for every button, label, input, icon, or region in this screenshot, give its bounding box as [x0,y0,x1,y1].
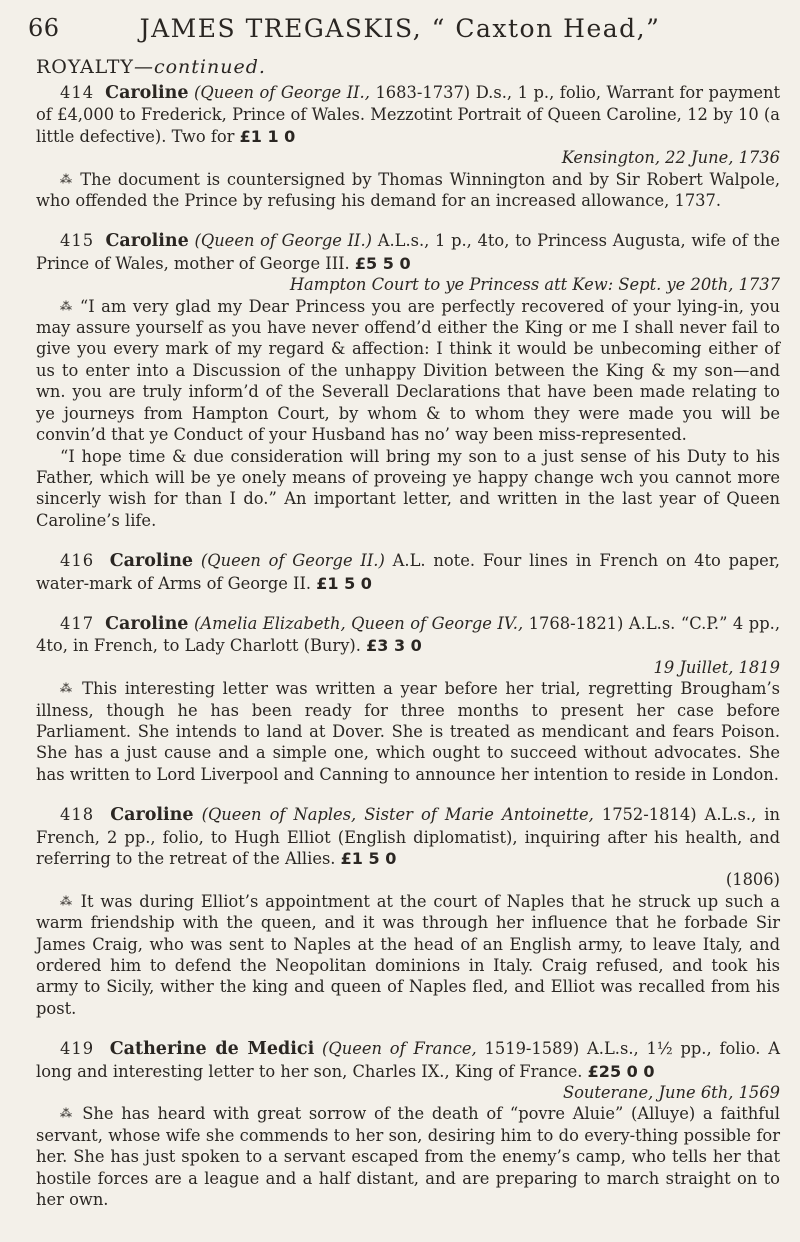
entry-title: (Queen of Naples, Sister of Marie Antoinette, [201,805,594,825]
entry-dateline: (1806) [725,870,780,890]
entry-name: Caroline [105,231,189,252]
catalogue-entry [36,550,780,594]
page-header [28,14,772,46]
entry-note-text: “I am very glad my Dear Princess you are perfectly recovered of your lying-in, you may assure yourself as you have never offend’d either the King or me I shall never fail to give you every mark of my regard & affection: I think it would be unbecoming either of us to enter into a Discussion of the unhappy Divition between the King & my son—and wn. you are truly inform’d of the Severall Declarations that have been made relating to ye journeys from Hampton Court, by whom & to whom they were made you will be convin’d that ye Conduct of your Husband has no’ way been miss-represented. [36,296,780,445]
catalogue-entry [36,804,780,1019]
asterism-icon: ⁂ [60,1106,75,1121]
entry-note-text: She has heard with great sorrow of the death of “povre Aluie” (Alluye) a faithful servant, whose wife she commends to her son, desiring him to do every-thing possible for her. She has just spoken to a servant escaped from the enemy’s camp, who tells her that hostile forces are a league and a half distant, and are preparing to march straight on to her own. [36,1104,781,1210]
entry-number: 416 [60,551,95,571]
catalogue-entry [36,613,780,785]
entry-title: (Queen of George II.) [194,231,373,251]
entry-number: 415 [60,231,95,251]
catalogue-entry [36,1038,780,1210]
entry-text: 1752-1814) A.L.s., in French, 2 pp., folio, to Hugh Elliot (English diplomatist), inquiring after his health, and referring to the retreat of the Allies. [36,805,780,868]
entry-name: Caroline [110,805,194,826]
entry-price: £1 1 0 [239,126,296,146]
section-name: ROYALTY [36,56,134,78]
entry-description [36,804,780,869]
entry-description [36,230,780,274]
entry-name: Caroline [105,83,189,103]
entry-note [36,678,780,785]
catalogue-entry [36,230,780,531]
asterism-icon: ⁂ [60,681,75,696]
entry-note [36,1103,780,1210]
entry-text: A.L. note. Four lines in French on 4to paper, water-mark of Arms of George II. [36,551,780,593]
entry-text: 1683-1737) D.s., 1 p., folio, Warrant for payment of £4,000 to Frederick, Prince of Wales. Mezzotint Portrait of Queen Caroline, 12 by 10 (a little defective). Two for [36,83,780,146]
entry-price: £1 5 0 [316,573,372,593]
entry-text: 1768-1821) A.L.s. “C.P.” 4 pp., 4to, in French, to Lady Charlott (Bury). [36,613,780,656]
entry-dateline: 19 Juillet, 1819 [653,657,780,677]
entry-number: 417 [60,613,95,633]
entry-text: 1519-1589) A.L.s., 1½ pp., folio. A long and interesting letter to her son, Charles IX., King of France. [36,1039,780,1081]
entry-price: £3 3 0 [366,636,422,656]
entry-note-text: This interesting letter was written a year before her trial, regretting Brougham’s illness, though he has been ready for three months to present her case before Parliament. She intends to land at Dover. She is treated as mendicant and fears Poison. She has a just cause and a simple one, which ought to succeed without advocates. She has written to Lord Liverpool and Canning to announce her intention to reside in London. [36,679,780,784]
entry-price: £25 0 0 [587,1061,655,1081]
entry-number: 418 [60,805,95,825]
entries-list [36,82,780,1230]
entry-dateline: Souterane, June 6th, 1569 [562,1083,780,1103]
page-number: 66 [28,14,60,42]
section-continued: —continued. [133,56,266,78]
entry-number: 419 [60,1039,95,1059]
entry-dateline: Hampton Court to ye Princess att Kew: Sept. ye 20th, 1737 [289,275,780,295]
entry-title: (Queen of George II.) [200,551,385,571]
entry-name: Caroline [105,613,189,634]
entry-note [36,169,780,212]
asterism-icon: ⁂ [60,893,74,908]
entry-title: (Queen of George II., [194,83,370,102]
entry-text: A.L.s., 1 p., 4to, to Princess Augusta, wife of the Prince of Wales, mother of George III. [36,231,781,273]
entry-title: (Queen of France, [322,1039,477,1059]
entry-title: (Amelia Elizabeth, Queen of George IV., [193,613,524,633]
entry-note [36,891,780,1019]
entry-note-text: It was during Elliot’s appointment at the court of Naples that he struck up such a warm friendship with the queen, and it was through her influence that he forbade Sir James Craig, who was sent to Naples at the head of an English army, to leave Italy, and ordered him to defend the Neopolitan dominions in Italy. Craig refused, and took his army to Sicily, wither the king and queen of Naples fled, and Elliot was recalled from his post. [36,891,780,1018]
entry-note-quote: “I hope time & due consideration will bring my son to a just sense of his Duty to his Father, which will be ye onely means of proveing ye happy change wch you cannot more sincerly wish for than I do.” An important letter, and written in the last year of Queen Caroline’s life. [36,446,780,530]
entry-description [36,1038,780,1082]
entry-number: 414 [60,83,95,102]
entry-price: £5 5 0 [354,253,411,273]
entry-name: Caroline [109,551,194,572]
entry-note [36,296,780,446]
section-heading [36,56,266,78]
asterism-icon: ⁂ [60,298,74,313]
entry-dateline: Kensington, 22 June, 1736 [561,148,780,168]
running-title: JAMES TREGASKIS, “ Caxton Head,” [139,14,661,43]
entry-note-text: The document is countersigned by Thomas Winnington and by Sir Robert Walpole, who offended the Prince by refusing his demand for an increased allowance, 1737. [36,169,781,211]
entry-name: Catherine de Medici [109,1039,315,1060]
entry-price: £1 5 0 [340,849,397,868]
asterism-icon: ⁂ [60,171,74,186]
entry-description [36,82,780,147]
entry-description [36,550,780,594]
catalogue-entry [36,82,780,211]
entry-description [36,613,780,657]
